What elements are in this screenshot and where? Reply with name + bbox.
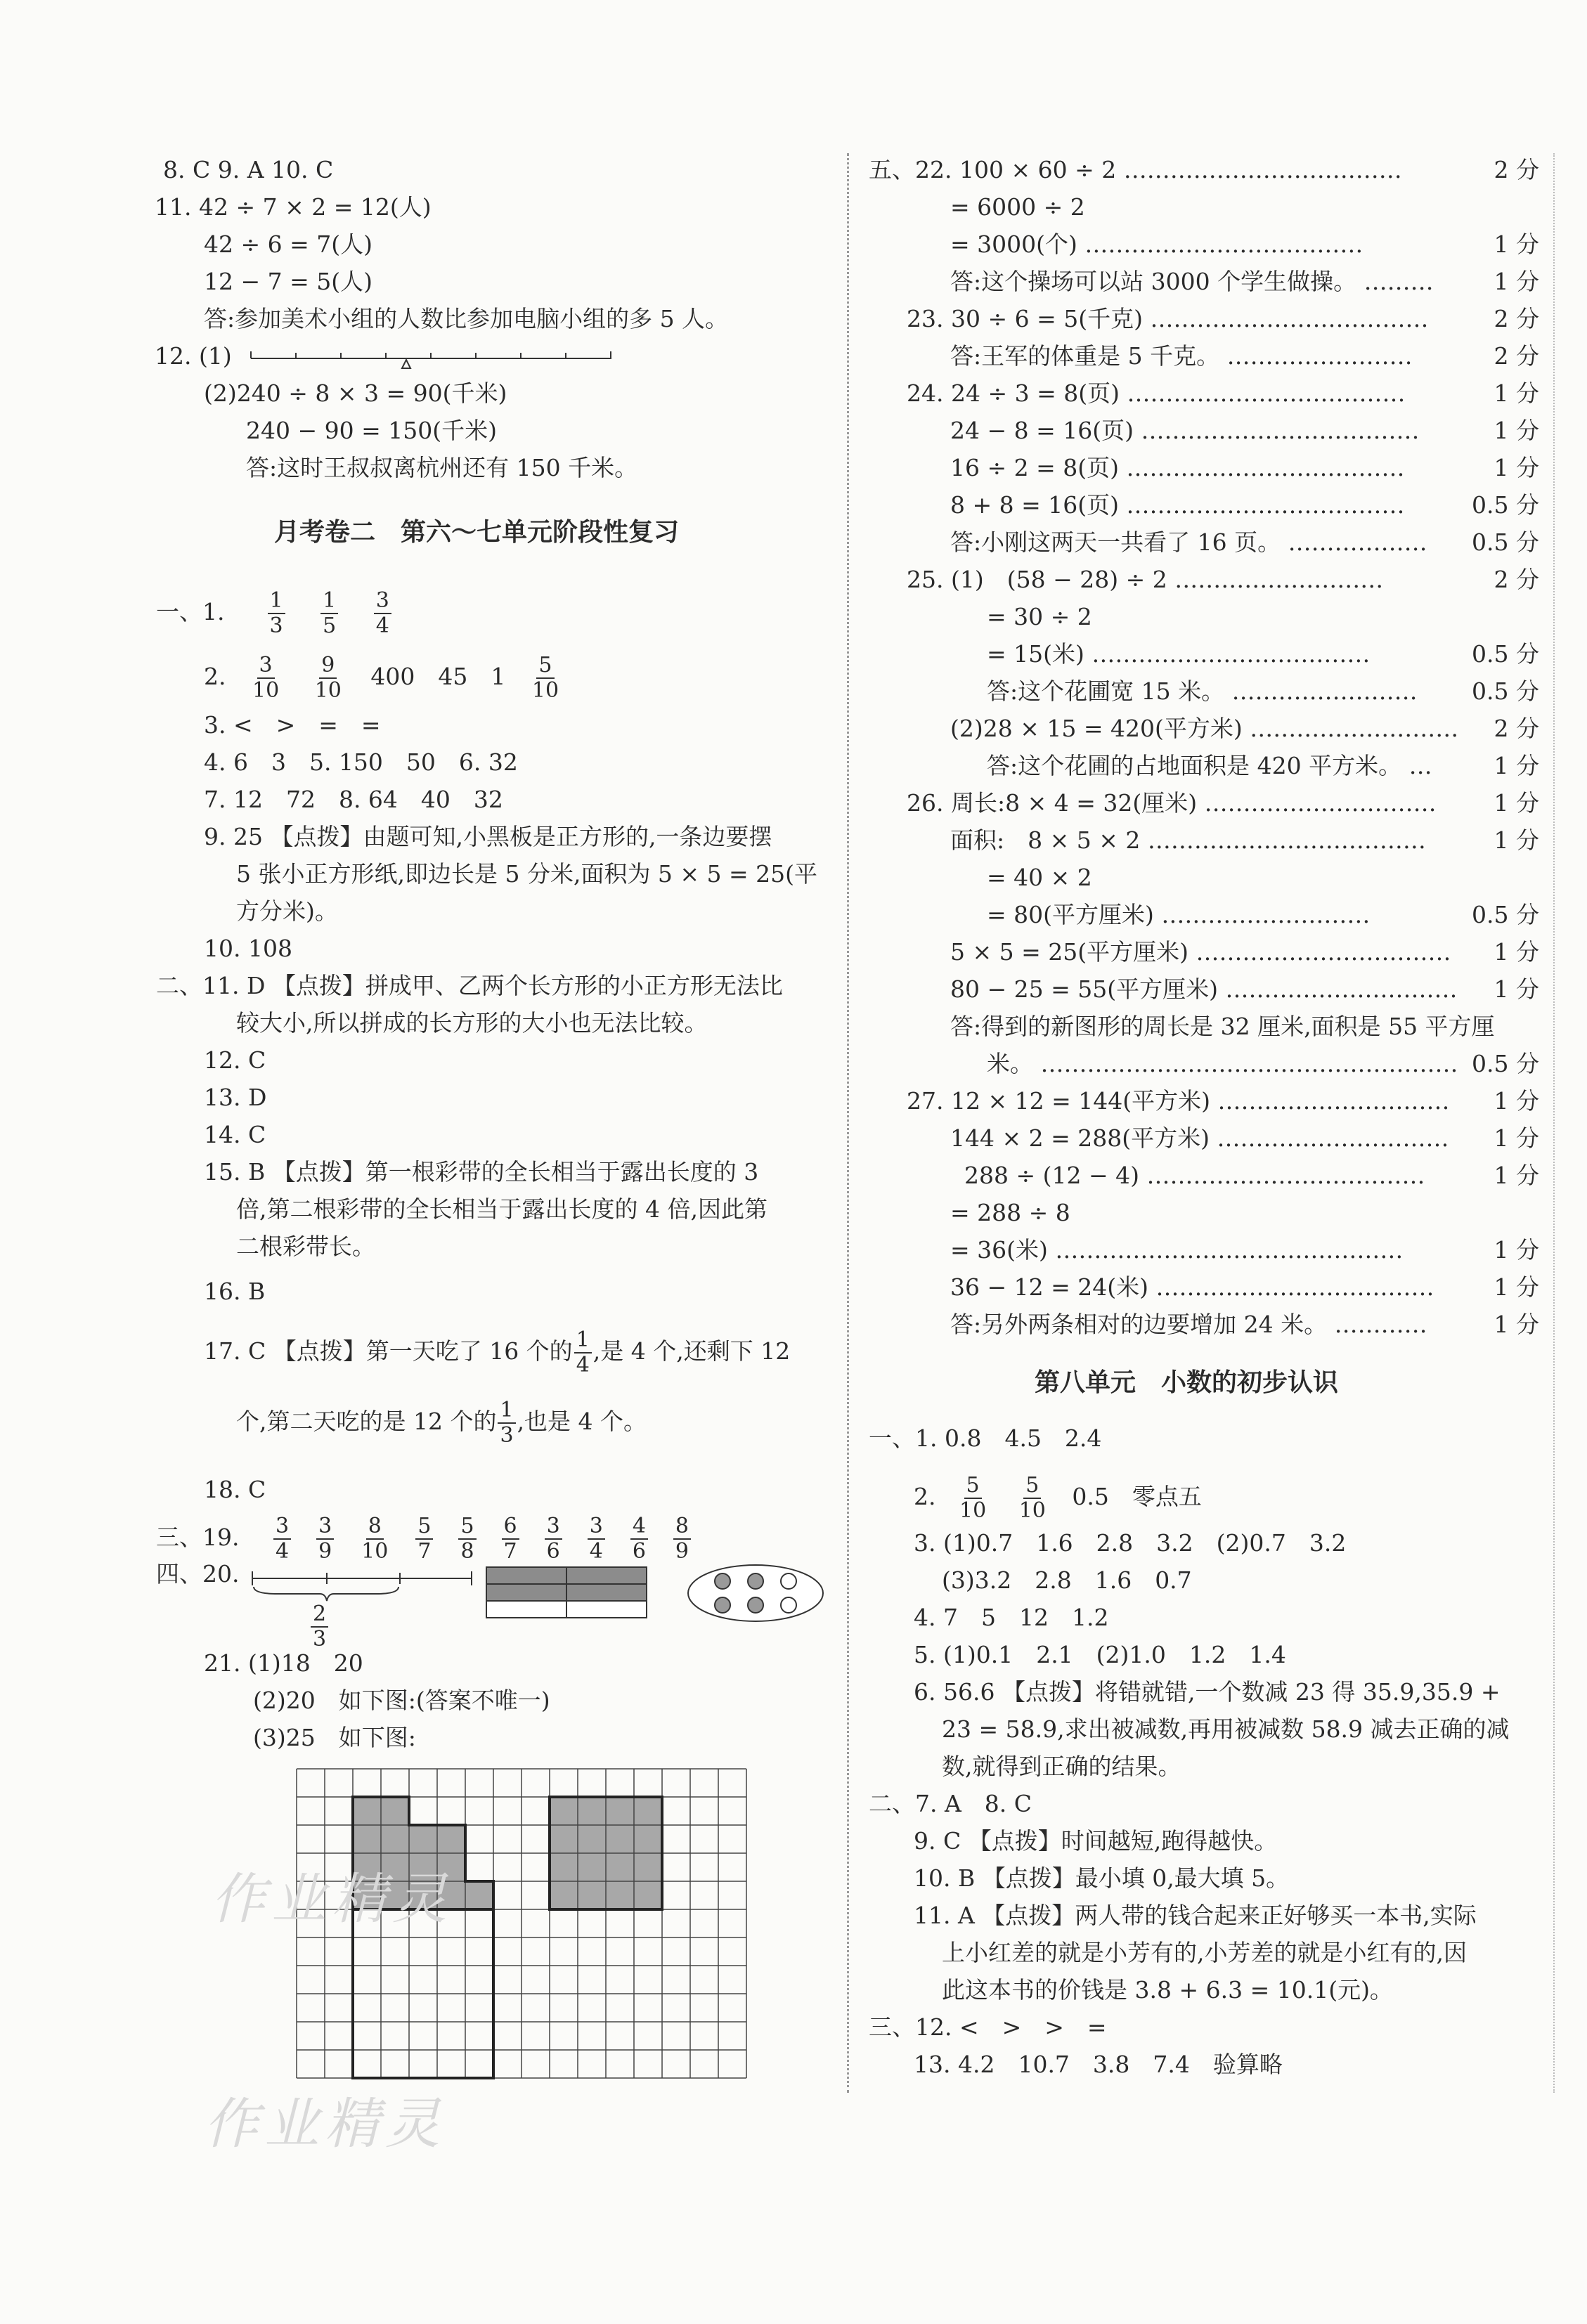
q12: 12. C (204, 1046, 266, 1074)
score-points: 0.5 分 (1472, 901, 1539, 928)
fraction: $\frac{5}{10}$ (959, 1473, 987, 1523)
score-points: 0.5 分 (1472, 1050, 1539, 1077)
score-text: 26. 周长:8 × 4 = 32(厘米) ………………………… (907, 789, 1437, 817)
score-points: 1 分 (1494, 379, 1539, 407)
score-line (907, 1086, 1539, 1117)
q1-label: 一、1. (156, 598, 225, 625)
s2-row (914, 1474, 1202, 1523)
score-line (950, 1235, 1539, 1266)
score-line (907, 788, 1539, 819)
score-text: 23. 30 ÷ 6 = 5(千克) ……………………………… (907, 305, 1429, 332)
fraction: $\frac{9}{10}$ (314, 653, 342, 703)
score-text: 答:得到的新图形的周长是 32 厘米,面积是 55 平方厘 (950, 1013, 1495, 1040)
score-text: 24. 24 ÷ 3 = 8(页) ……………………………… (907, 379, 1406, 407)
score-text: = 30 ÷ 2 (987, 603, 1092, 630)
fraction: $\frac{5}{8}$ (458, 1514, 476, 1564)
fraction: $\frac{3}{4}$ (374, 589, 391, 638)
fraction: $\frac{3}{4}$ (273, 1514, 291, 1564)
shaded-cell (606, 1797, 634, 1825)
score-line (907, 378, 1539, 409)
shaded-cell (634, 1881, 662, 1909)
score-text: 答:王军的体重是 5 千克。 …………………… (950, 342, 1413, 370)
shaded-cell (353, 1825, 381, 1853)
score-line (950, 713, 1539, 744)
q21-part2: (2)20 如下图:(答案不唯一) (253, 1687, 550, 1714)
left-line-1: 8. C 9. A 10. C (163, 156, 334, 183)
score-text: = 3000(个) ……………………………… (950, 231, 1363, 258)
q18: 18. C (204, 1476, 266, 1503)
score-points: 2 分 (1494, 715, 1539, 742)
shaded-cell (634, 1797, 662, 1825)
score-line (950, 229, 1539, 260)
score-text: 面积: 8 × 5 × 2 ……………………………… (950, 826, 1426, 854)
score-text: 16 ÷ 2 = 8(页) ……………………………… (950, 454, 1405, 481)
score-text: 答:这个操场可以站 3000 个学生做操。 ……… (950, 268, 1434, 295)
q11-answer: 答:参加美术小组的人数比参加电脑小组的多 5 人。 (204, 305, 729, 332)
score-line (987, 751, 1539, 781)
score-points: 1 分 (1494, 1124, 1539, 1152)
s9: 9. C 【点拨】时间越短,跑得越快。 (914, 1827, 1278, 1855)
q15-line2: 倍,第二根彩带的全长相当于露出长度的 4 倍,因此第 (236, 1195, 767, 1223)
fraction: $\frac{1}{3}$ (498, 1398, 515, 1448)
q16: 16. B (204, 1278, 266, 1305)
q12-answer: 答:这时王叔叔离杭州还有 150 千米。 (246, 454, 638, 481)
score-points: 1 分 (1494, 789, 1539, 817)
q1-row (156, 589, 399, 638)
fraction: $\frac{5}{7}$ (415, 1514, 433, 1564)
score-text: = 80(平方厘米) ……………………… (987, 901, 1371, 928)
q2-label: 2. (204, 663, 226, 690)
shaded-cell (606, 1825, 634, 1853)
shaded-cell (634, 1825, 662, 1853)
score-line (950, 937, 1539, 968)
shaded-cell (550, 1825, 578, 1853)
score-points: 1 分 (1494, 938, 1539, 966)
q9-line2: 5 张小正方形纸,即边长是 5 分米,面积为 5 × 5 = 25(平 (236, 860, 818, 888)
score-points: 1 分 (1494, 231, 1539, 258)
q3: 3. < > = = (204, 711, 381, 739)
shaded-cell (353, 1797, 381, 1825)
q11-line1: 11. 42 ÷ 7 × 2 = 12(人) (155, 193, 432, 221)
q19-row (156, 1514, 704, 1564)
score-line (950, 341, 1539, 372)
shaded-cell (578, 1881, 606, 1909)
shaded-cell (550, 1881, 578, 1909)
q2-row (204, 654, 568, 703)
score-text: 25. (1) (58 − 28) ÷ 2 ……………………… (907, 566, 1384, 593)
fraction: $\frac{6}{7}$ (502, 1514, 519, 1564)
score-line (987, 639, 1539, 670)
score-text: 8 + 8 = 16(页) ……………………………… (950, 491, 1405, 519)
score-line (950, 974, 1539, 1005)
score-line (950, 1197, 1539, 1228)
s3-line1: 3. (1)0.7 1.6 2.8 3.2 (2)0.7 3.2 (914, 1529, 1347, 1557)
shaded-cell (550, 1853, 578, 1881)
fraction: $\frac{5}{10}$ (531, 653, 559, 703)
score-line (907, 304, 1539, 335)
score-text: 24 − 8 = 16(页) ……………………………… (950, 417, 1420, 444)
s10: 10. B 【点拨】最小填 0,最大填 5。 (914, 1864, 1290, 1892)
score-points: 1 分 (1494, 454, 1539, 481)
score-text: 答:另外两条相对的边要增加 24 米。 ………… (950, 1311, 1427, 1338)
score-line (950, 192, 1539, 223)
shaded-cell (381, 1825, 409, 1853)
score-line (950, 527, 1539, 558)
q14: 14. C (204, 1121, 266, 1148)
q20-line-figure (250, 1562, 474, 1639)
q11-line3: 12 − 7 = 5(人) (204, 268, 373, 295)
q9-line1: 9. 25 【点拨】由题可知,小黑板是正方形的,一条边要摆 (204, 823, 772, 850)
s2-rest: 0.5 零点五 (1072, 1483, 1202, 1510)
score-text: = 40 × 2 (987, 864, 1092, 891)
shaded-cell (578, 1825, 606, 1853)
s12: 三、12. < > > = (869, 2013, 1107, 2041)
score-points: 0.5 分 (1472, 528, 1539, 556)
fraction: $\frac{3}{6}$ (545, 1514, 562, 1564)
s6-line1: 6. 56.6 【点拨】将错就错,一个数减 23 得 35.9,35.9 + (914, 1678, 1501, 1706)
q12-calc: 240 − 90 = 150(千米) (246, 417, 497, 444)
s13: 13. 4.2 10.7 3.8 7.4 验算略 (914, 2051, 1283, 2078)
q11-line2: 较大小,所以拼成的长方形的大小也无法比较。 (236, 1009, 708, 1037)
score-line (950, 825, 1539, 856)
q17-text-a: 17. C 【点拨】第一天吃了 16 个的 (204, 1337, 573, 1365)
score-line (950, 1309, 1539, 1340)
shaded-cell (606, 1853, 634, 1881)
score-points: 1 分 (1494, 1162, 1539, 1189)
q10: 10. 108 (204, 935, 292, 962)
score-text: 五、22. 100 × 60 ÷ 2 ……………………………… (869, 156, 1402, 183)
score-points: 1 分 (1494, 1273, 1539, 1301)
score-text: 答:小刚这两天一共看了 16 页。 ……………… (950, 528, 1427, 556)
q17-line2 (236, 1398, 647, 1448)
score-line (964, 1160, 1539, 1191)
fraction: $\frac{1}{4}$ (574, 1328, 592, 1377)
section-title-monthly-2: 月考卷二 第六～七单元阶段性复习 (274, 518, 680, 547)
score-line (987, 1049, 1539, 1079)
q19-fractions (261, 1514, 704, 1564)
fraction: $\frac{1}{3}$ (268, 589, 285, 638)
score-text: 答:这个花圃的占地面积是 420 平方米。 … (987, 752, 1432, 779)
q17-line1 (204, 1328, 790, 1377)
q15-line1: 15. B 【点拨】第一根彩带的全长相当于露出长度的 3 (204, 1158, 759, 1186)
score-line (987, 676, 1539, 707)
score-text: = 288 ÷ 8 (950, 1199, 1070, 1226)
shaded-cell (437, 1825, 465, 1853)
score-points: 1 分 (1494, 1236, 1539, 1264)
score-points: 1 分 (1494, 1311, 1539, 1338)
score-text: = 36(米) ……………………………………… (950, 1236, 1404, 1264)
shaded-cell (409, 1825, 437, 1853)
score-points: 0.5 分 (1472, 491, 1539, 519)
score-line (950, 490, 1539, 521)
score-line (950, 415, 1539, 446)
score-text: = 15(米) ……………………………… (987, 640, 1371, 668)
shaded-cell (578, 1853, 606, 1881)
q9-line3: 方分米)。 (236, 897, 338, 925)
q21-part1: 21. (1)18 20 (204, 1649, 363, 1677)
q21-part3: (3)25 如下图: (253, 1724, 416, 1751)
s3-line2: (3)3.2 2.8 1.6 0.7 (942, 1566, 1192, 1594)
score-points: 1 分 (1494, 1087, 1539, 1115)
score-line (950, 266, 1539, 297)
q11-line1: 二、11. D 【点拨】拼成甲、乙两个长方形的小正方形无法比 (156, 972, 783, 999)
score-text: 答:这个花圃宽 15 米。 …………………… (987, 677, 1418, 705)
score-line (950, 1123, 1539, 1154)
score-line (987, 900, 1539, 930)
score-line (950, 1272, 1539, 1303)
s11-line3: 此这本书的价钱是 3.8 + 6.3 = 10.1(元)。 (942, 1976, 1393, 2004)
q7: 7. 12 72 8. 64 40 32 (204, 786, 503, 813)
score-line (950, 453, 1539, 483)
score-text: 144 × 2 = 288(平方米) ………………………… (950, 1124, 1449, 1152)
score-points: 2 分 (1494, 342, 1539, 370)
fraction: $\frac{8}{9}$ (673, 1514, 691, 1564)
q17-text-c: 个,第二天吃的是 12 个的 (236, 1408, 497, 1435)
score-points: 1 分 (1494, 752, 1539, 779)
right-margin-line (1553, 153, 1555, 2093)
q2-mid: 400 45 1 (370, 663, 506, 690)
q20-fraction: $\frac{2}{3}$ (311, 1602, 328, 1651)
fraction: $\frac{8}{10}$ (361, 1514, 389, 1564)
q11-line2: 42 ÷ 6 = 7(人) (204, 231, 373, 258)
score-points: 1 分 (1494, 826, 1539, 854)
s6-line3: 数,就得到正确的结果。 (942, 1753, 1181, 1780)
score-line (987, 602, 1539, 632)
shaded-cell (381, 1797, 409, 1825)
score-line (987, 862, 1539, 893)
q12-label: 12. (1) (155, 342, 232, 370)
s1: 一、1. 0.8 4.5 2.4 (869, 1424, 1102, 1452)
fraction: $\frac{1}{5}$ (320, 589, 338, 638)
score-text: 5 × 5 = 25(平方厘米) …………………………… (950, 938, 1451, 966)
fraction: $\frac{3}{9}$ (316, 1514, 334, 1564)
score-points: 2 分 (1494, 156, 1539, 183)
score-points: 2 分 (1494, 566, 1539, 593)
fraction: $\frac{3}{4}$ (588, 1514, 605, 1564)
fraction: $\frac{4}{6}$ (630, 1514, 648, 1564)
s4: 4. 7 5 12 1.2 (914, 1604, 1109, 1631)
q4: 4. 6 3 5. 150 50 6. 32 (204, 748, 518, 776)
score-text: 米。 ……………………………………………… (987, 1050, 1458, 1077)
section-title-unit-8: 第八单元 小数的初步认识 (1035, 1368, 1339, 1397)
q12-part2: (2)240 ÷ 8 × 3 = 90(千米) (204, 379, 507, 407)
s5: 5. (1)0.1 2.1 (2)1.0 1.2 1.4 (914, 1641, 1286, 1668)
s7: 二、7. A 8. C (869, 1790, 1032, 1817)
score-points: 0.5 分 (1472, 640, 1539, 668)
s6-line2: 23 = 58.9,求出被减数,再用被减数 58.9 减去正确的减 (942, 1715, 1510, 1743)
s11-line1: 11. A 【点拨】两人带的钱合起来正好够买一本书,实际 (914, 1902, 1477, 1929)
q13: 13. D (204, 1084, 267, 1111)
q15-line3: 二根彩带长。 (236, 1233, 375, 1260)
watermark: 作业精灵 (211, 1868, 453, 1931)
score-line (869, 155, 1539, 186)
watermark: 作业精灵 (204, 2093, 446, 2156)
score-text: (2)28 × 15 = 420(平方米) ……………………… (950, 715, 1459, 742)
score-text: 288 ÷ (12 − 4) ……………………………… (964, 1162, 1425, 1189)
fraction: $\frac{3}{10}$ (252, 653, 280, 703)
shaded-cell (465, 1881, 493, 1909)
column-divider (847, 153, 849, 2093)
score-text: = 6000 ÷ 2 (950, 193, 1085, 221)
shaded-cell (578, 1797, 606, 1825)
fraction: $\frac{5}{10}$ (1018, 1473, 1046, 1523)
score-line (950, 1011, 1539, 1042)
score-text: 80 − 25 = 55(平方厘米) ………………………… (950, 975, 1458, 1003)
score-text: 27. 12 × 12 = 144(平方米) ………………………… (907, 1087, 1450, 1115)
shaded-cell (550, 1797, 578, 1825)
shaded-cell (606, 1881, 634, 1909)
q20-ellipse-figure (685, 1562, 826, 1625)
q20-rectangle-figure (485, 1566, 648, 1619)
score-points: 1 分 (1494, 975, 1539, 1003)
q17-text-d: ,也是 4 个。 (517, 1408, 647, 1435)
shaded-cell (634, 1853, 662, 1881)
score-points: 2 分 (1494, 305, 1539, 332)
q20-label: 四、20. (156, 1560, 240, 1588)
score-points: 1 分 (1494, 268, 1539, 295)
s2-label: 2. (914, 1483, 936, 1510)
number-line (250, 344, 615, 372)
score-points: 0.5 分 (1472, 677, 1539, 705)
score-text: 36 − 12 = 24(米) ……………………………… (950, 1273, 1434, 1301)
q17-text-b: ,是 4 个,还剩下 12 (592, 1337, 791, 1365)
score-points: 1 分 (1494, 417, 1539, 444)
score-line (907, 564, 1539, 595)
q19-label: 三、19. (156, 1524, 240, 1551)
s11-line2: 上小红差的就是小芳有的,小芳差的就是小红有的,因 (942, 1939, 1467, 1966)
